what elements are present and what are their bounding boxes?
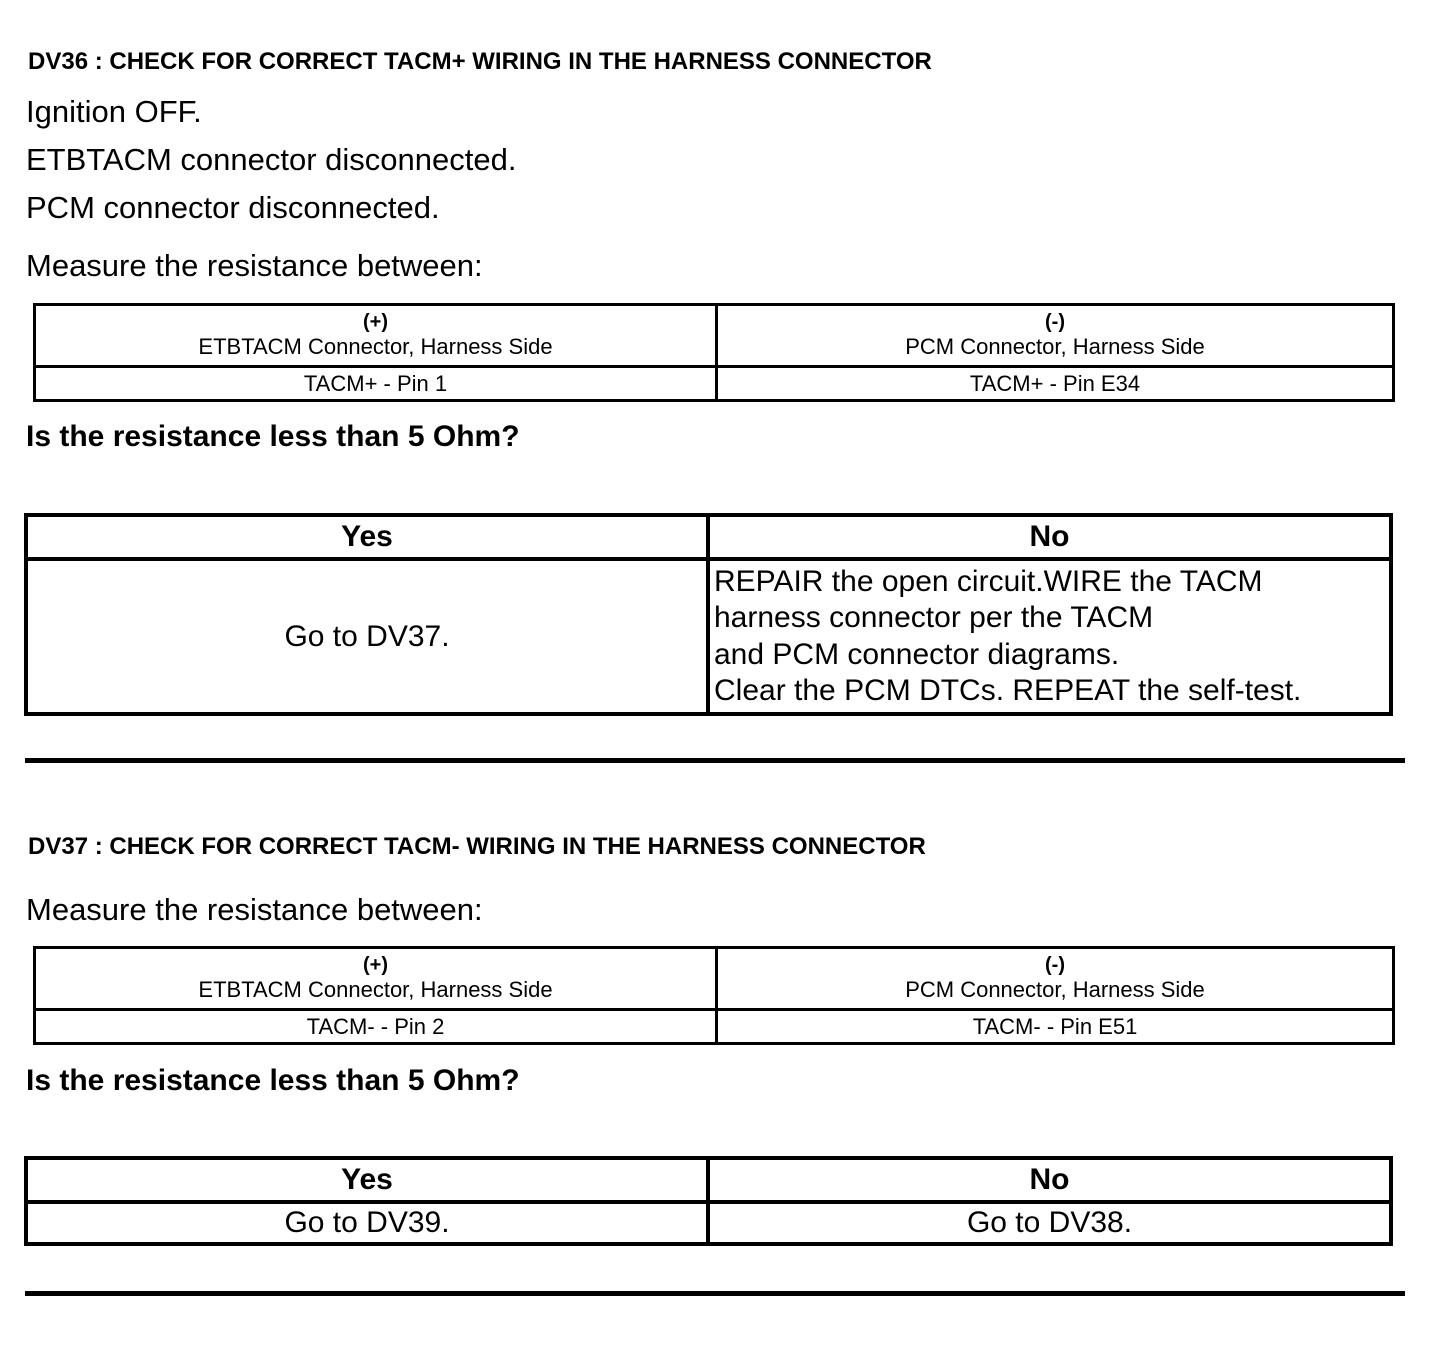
no-action-line: and PCM connector diagrams. bbox=[714, 637, 1120, 671]
minus-sign: (-) bbox=[1045, 954, 1065, 976]
answer-table-dv36 bbox=[24, 513, 1393, 716]
yes-header: Yes bbox=[26, 1158, 708, 1202]
plus-header-cell bbox=[35, 948, 717, 1010]
section-divider bbox=[25, 758, 1405, 763]
no-header: No bbox=[708, 1158, 1391, 1202]
minus-sign: (-) bbox=[1045, 311, 1065, 333]
step-title-dv36: DV36 : CHECK FOR CORRECT TACM+ WIRING IN THE HARNESS CONNECTOR bbox=[28, 48, 932, 75]
condition-pcm: PCM connector disconnected. bbox=[26, 190, 440, 225]
yes-action: Go to DV39. bbox=[26, 1202, 708, 1244]
minus-value: TACM+ - Pin E34 bbox=[717, 367, 1394, 401]
plus-header: ETBTACM Connector, Harness Side bbox=[198, 334, 553, 359]
question-dv37: Is the resistance less than 5 Ohm? bbox=[26, 1064, 520, 1097]
no-action: Go to DV38. bbox=[708, 1202, 1391, 1244]
minus-header: PCM Connector, Harness Side bbox=[905, 977, 1205, 1002]
step-title-dv37: DV37 : CHECK FOR CORRECT TACM- WIRING IN THE HARNESS CONNECTOR bbox=[28, 833, 926, 860]
answer-table-dv37 bbox=[24, 1156, 1393, 1246]
no-action bbox=[708, 559, 1391, 714]
measure-table-dv36 bbox=[33, 303, 1395, 402]
plus-sign: (+) bbox=[363, 954, 388, 976]
measure-label-dv37: Measure the resistance between: bbox=[26, 892, 483, 927]
no-header: No bbox=[708, 515, 1391, 559]
measure-table-dv37 bbox=[33, 946, 1395, 1045]
condition-ignition: Ignition OFF. bbox=[26, 94, 202, 129]
condition-etbtacm: ETBTACM connector disconnected. bbox=[26, 142, 517, 177]
question-dv36: Is the resistance less than 5 Ohm? bbox=[26, 420, 520, 453]
no-action-line: REPAIR the open circuit.WIRE the TACM bbox=[714, 564, 1263, 598]
plus-header: ETBTACM Connector, Harness Side bbox=[198, 977, 553, 1002]
plus-sign: (+) bbox=[363, 311, 388, 333]
plus-value: TACM+ - Pin 1 bbox=[35, 367, 717, 401]
section-divider bbox=[25, 1291, 1405, 1296]
plus-value: TACM- - Pin 2 bbox=[35, 1010, 717, 1044]
minus-header: PCM Connector, Harness Side bbox=[905, 334, 1205, 359]
yes-action: Go to DV37. bbox=[26, 559, 708, 714]
plus-header-cell bbox=[35, 305, 717, 367]
yes-header: Yes bbox=[26, 515, 708, 559]
no-action-line: Clear the PCM DTCs. REPEAT the self-test. bbox=[714, 674, 1302, 707]
minus-value: TACM- - Pin E51 bbox=[717, 1010, 1394, 1044]
minus-header-cell bbox=[717, 948, 1394, 1010]
no-action-line: harness connector per the TACM bbox=[714, 601, 1154, 634]
minus-header-cell bbox=[717, 305, 1394, 367]
measure-label-dv36: Measure the resistance between: bbox=[26, 248, 483, 283]
